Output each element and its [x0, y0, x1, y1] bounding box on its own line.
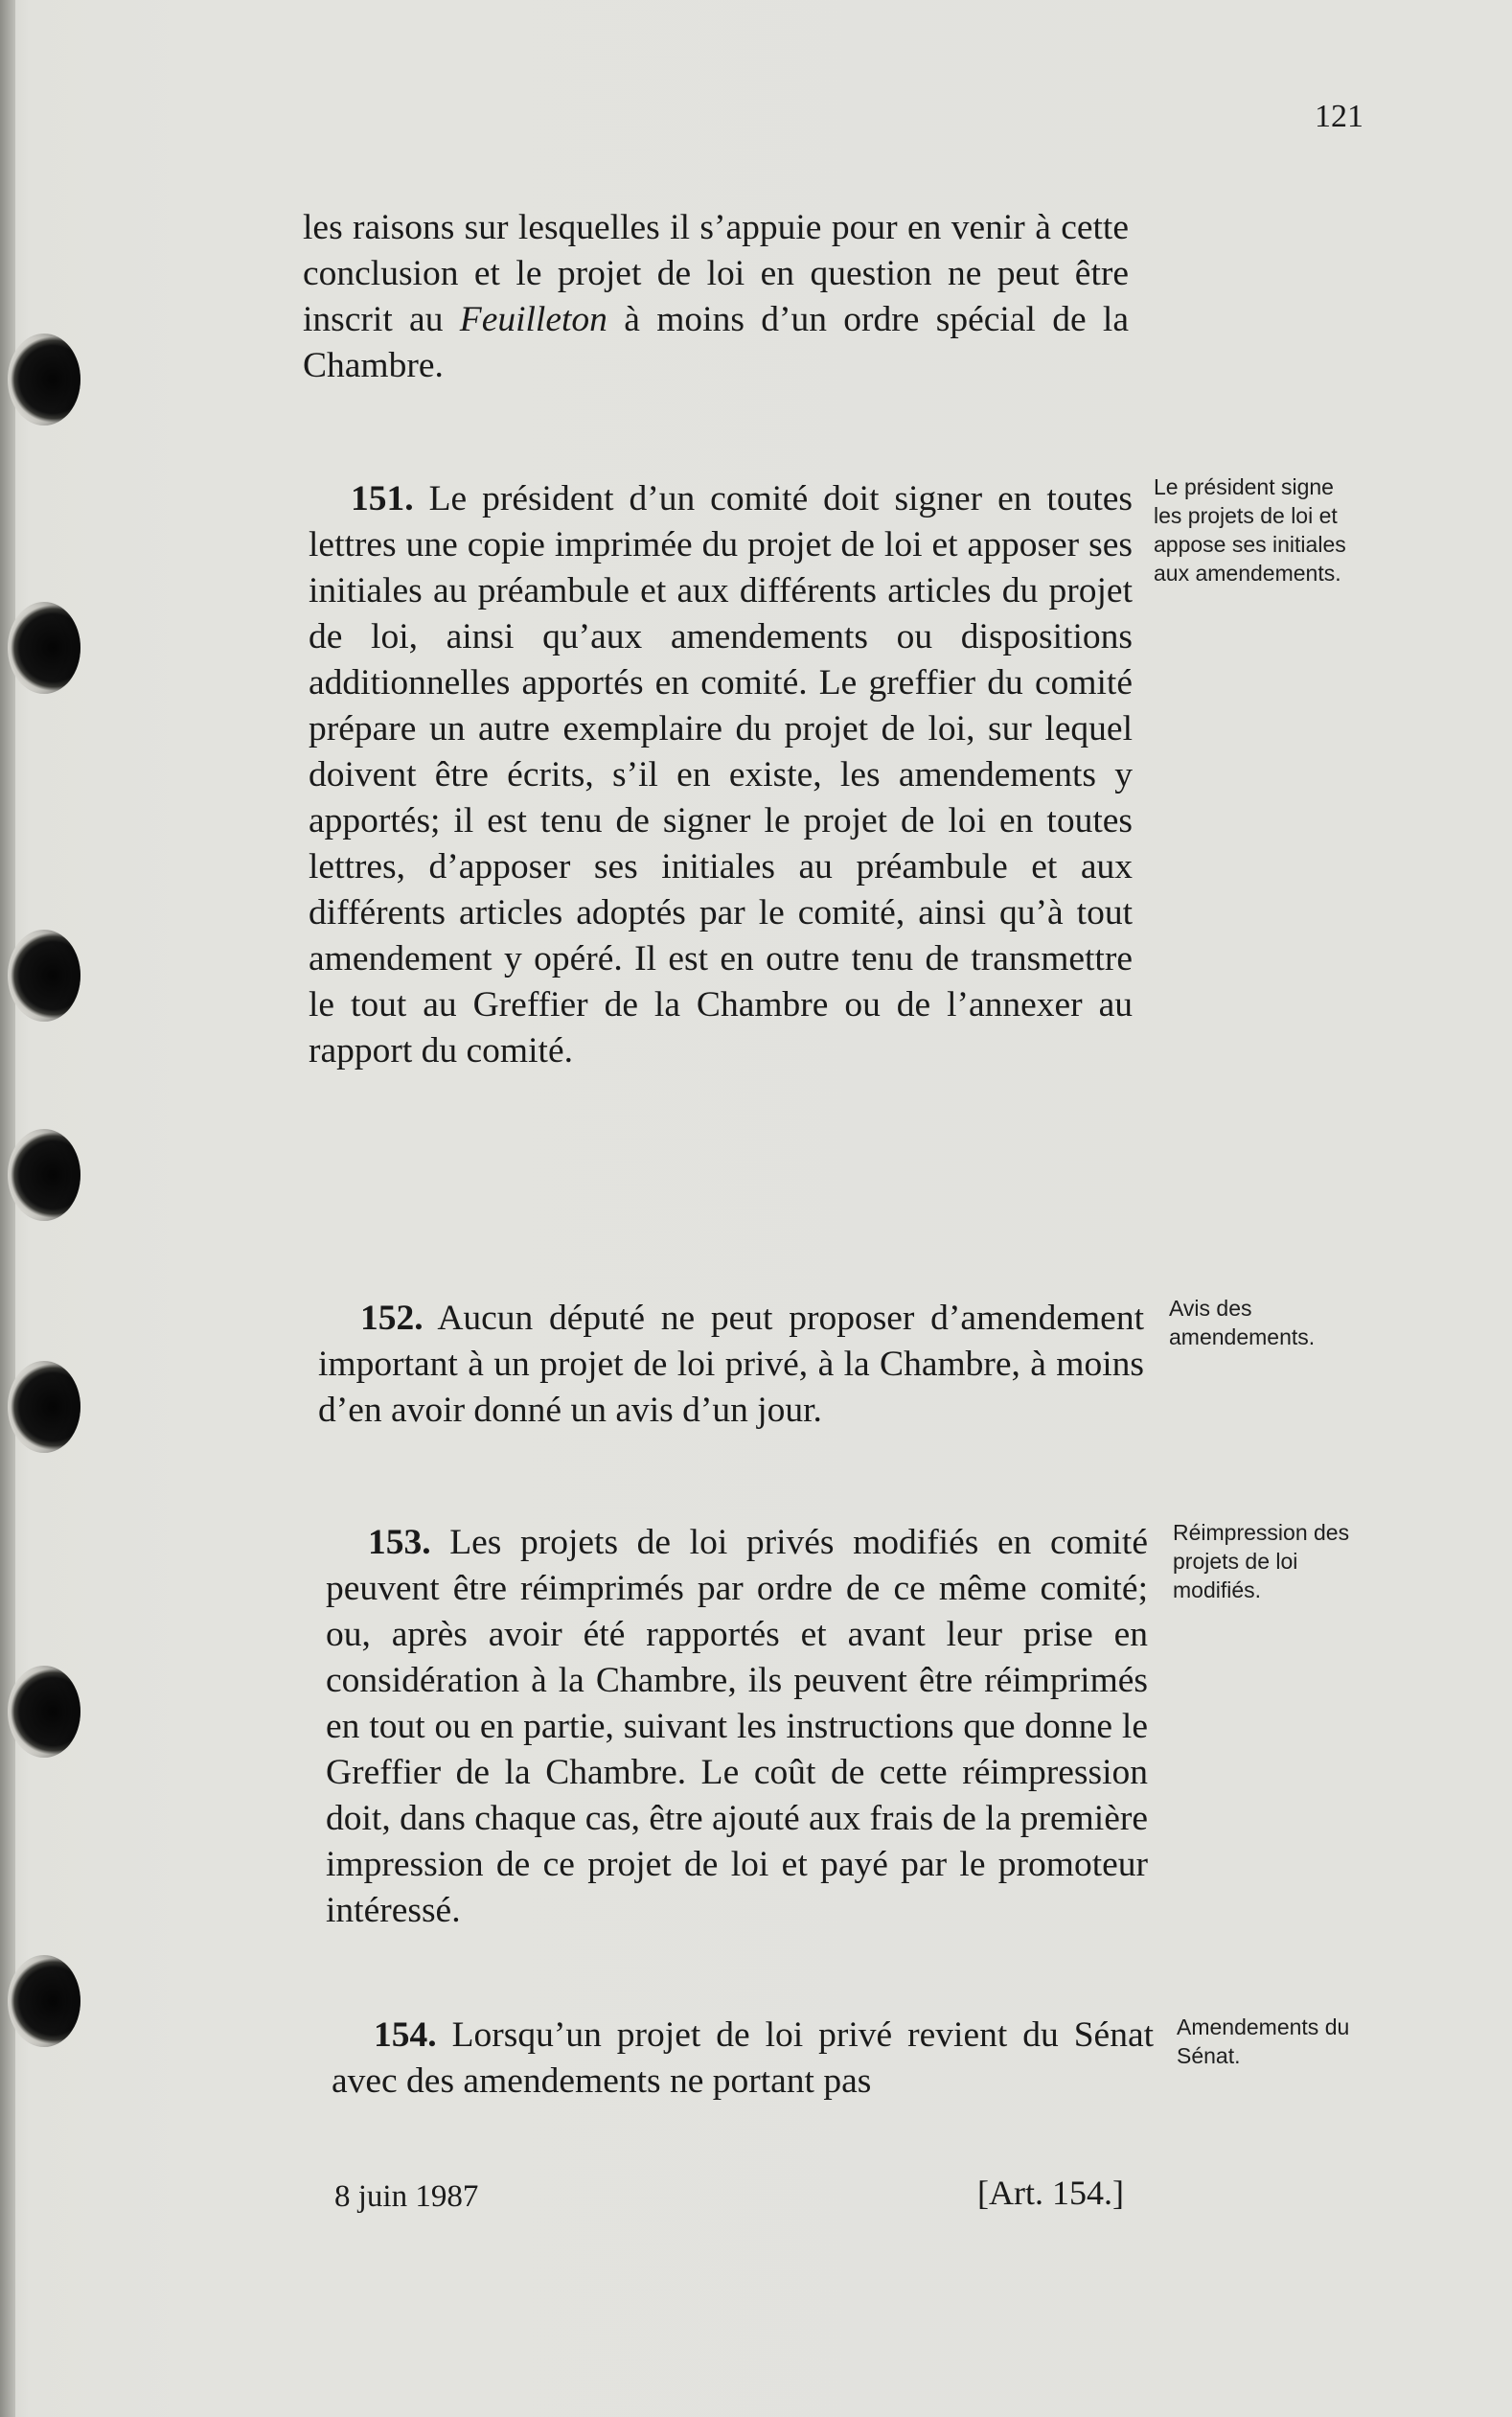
margin-note-152: Avis des amendements.: [1169, 1296, 1316, 1349]
article-152: [318, 1296, 1144, 1434]
binder-hole: [8, 930, 80, 1022]
article-text: Les projets de loi privés modifiés en comité peuvent être réimprimés par ordre de ce même comité; ou, après avoir été rapportés et avant leur prise en considération à la Chambre, ils peuvent être réimprimés en tout ou en partie, suivant les instructions que donne le Greffier de la Chambre. Le coût de cette réimpression doit, dans chaque cas, être ajouté aux frais de la première impression de ce projet de loi et payé par le promoteur intéressé.: [326, 1523, 1148, 1930]
footer-article-reference: [Art. 154.]: [977, 2174, 1124, 2212]
paragraph-text: les raisons sur lesquelles il s’appuie pour en venir à cette conclusion et le projet de loi en question ne peut être inscrit au: [303, 208, 1129, 339]
binder-hole: [8, 1361, 80, 1453]
binder-hole: [8, 334, 80, 426]
page-number: 121: [1315, 99, 1363, 134]
article-151: [309, 476, 1133, 1074]
italic-term: Feuilleton: [459, 300, 607, 339]
margin-note-151: Le président signe les projets de loi et appose ses initiales aux amendements.: [1154, 474, 1346, 586]
article-153: [326, 1520, 1148, 1934]
article-text: Aucun député ne peut proposer d’amendement important à un projet de loi privé, à la Chambre, à moins d’en avoir donné un avis d’un jour.: [318, 1299, 1144, 1430]
paragraph-continuation: [303, 205, 1129, 389]
binder-hole: [8, 1129, 80, 1221]
margin-note-153: Réimpression des projets de loi modifiés.: [1173, 1520, 1350, 1602]
article-number: 154.: [374, 2015, 437, 2055]
binder-hole: [8, 602, 80, 694]
paragraph-text: à moins d’un ordre spécial de la Chambre.: [303, 300, 1129, 385]
binder-hole: [8, 1666, 80, 1758]
article-text: Lorsqu’un projet de loi privé revient du Sénat avec des amendements ne portant pas: [332, 2015, 1155, 2101]
article-number: 151.: [351, 479, 414, 518]
binder-hole: [8, 1955, 80, 2047]
margin-note-154: Amendements du Sénat.: [1177, 2014, 1350, 2068]
article-number: 153.: [368, 1523, 431, 1562]
article-154: [332, 2013, 1154, 2105]
article-number: 152.: [360, 1299, 424, 1338]
footer-date: 8 juin 1987: [334, 2179, 479, 2214]
article-text: Le président d’un comité doit signer en toutes lettres une copie imprimée du projet de loi et apposer ses initiales au préambule et aux différents articles du projet de loi, ainsi qu’aux amendements ou dispositions additionnelles apportés en comité. Le greffier du comité prépare un autre exemplaire du projet de loi, sur lequel doivent être écrits, s’il en existe, les amendements y apportés; il est tenu de signer le projet de loi en toutes lettres, d’apposer ses initiales au préambule et aux différents articles adoptés par le comité, ainsi qu’à tout amendement y opéré. Il est en outre tenu de transmettre le tout au Greffier de la Chambre ou de l’annexer au rapport du comité.: [309, 479, 1133, 1070]
